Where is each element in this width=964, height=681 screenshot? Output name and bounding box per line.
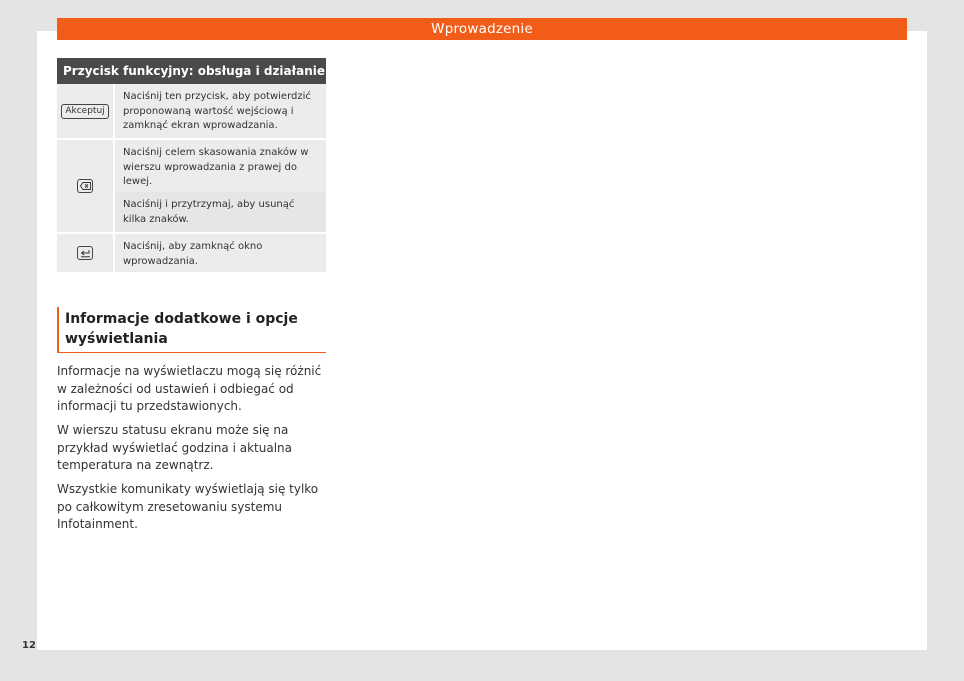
- key-cell: [57, 84, 115, 138]
- key-cell: [57, 140, 115, 232]
- section-heading: Informacje dodatkowe i opcje wyświetlania: [57, 307, 326, 353]
- row-description: Naciśnij celem skasowania znaków w wierszu wprowadzania z prawej do lewej.: [115, 140, 326, 192]
- paragraph: W wierszu statusu ekranu może się na przykład wyświetlać godzina i aktualna temperatura na zewnątrz.: [57, 423, 292, 472]
- paragraph: Wszystkie komunikaty wyświetlają się tylko po całkowitym zresetowaniu systemu Infotainment.: [57, 482, 319, 531]
- chapter-banner: Wprowadzenie: [57, 18, 907, 40]
- row-description: Naciśnij i przytrzymaj, aby usunąć kilka znaków.: [115, 192, 326, 232]
- page-number: 12: [22, 640, 36, 651]
- key-cell: [57, 234, 115, 272]
- table-row: [57, 84, 326, 138]
- backspace-icon: [77, 179, 93, 193]
- table-row: [57, 140, 326, 232]
- paragraph: Informacje na wyświetlaczu mogą się różnić w zależności od ustawień i odbiegać od informacji tu przedstawionych.: [57, 364, 322, 413]
- row-description: Naciśnij, aby zamknąć okno wprowadzania.: [123, 241, 263, 267]
- accept-key-label: Akceptuj: [61, 104, 108, 119]
- row-description: Naciśnij ten przycisk, aby potwierdzić proponowaną wartość wejściową i zamknąć ekran wprowadzania.: [123, 91, 311, 131]
- table-header: Przycisk funkcyjny: obsługa i działanie: [57, 58, 326, 84]
- function-table: [57, 58, 326, 272]
- table-row: [57, 234, 326, 272]
- return-icon: [77, 246, 93, 260]
